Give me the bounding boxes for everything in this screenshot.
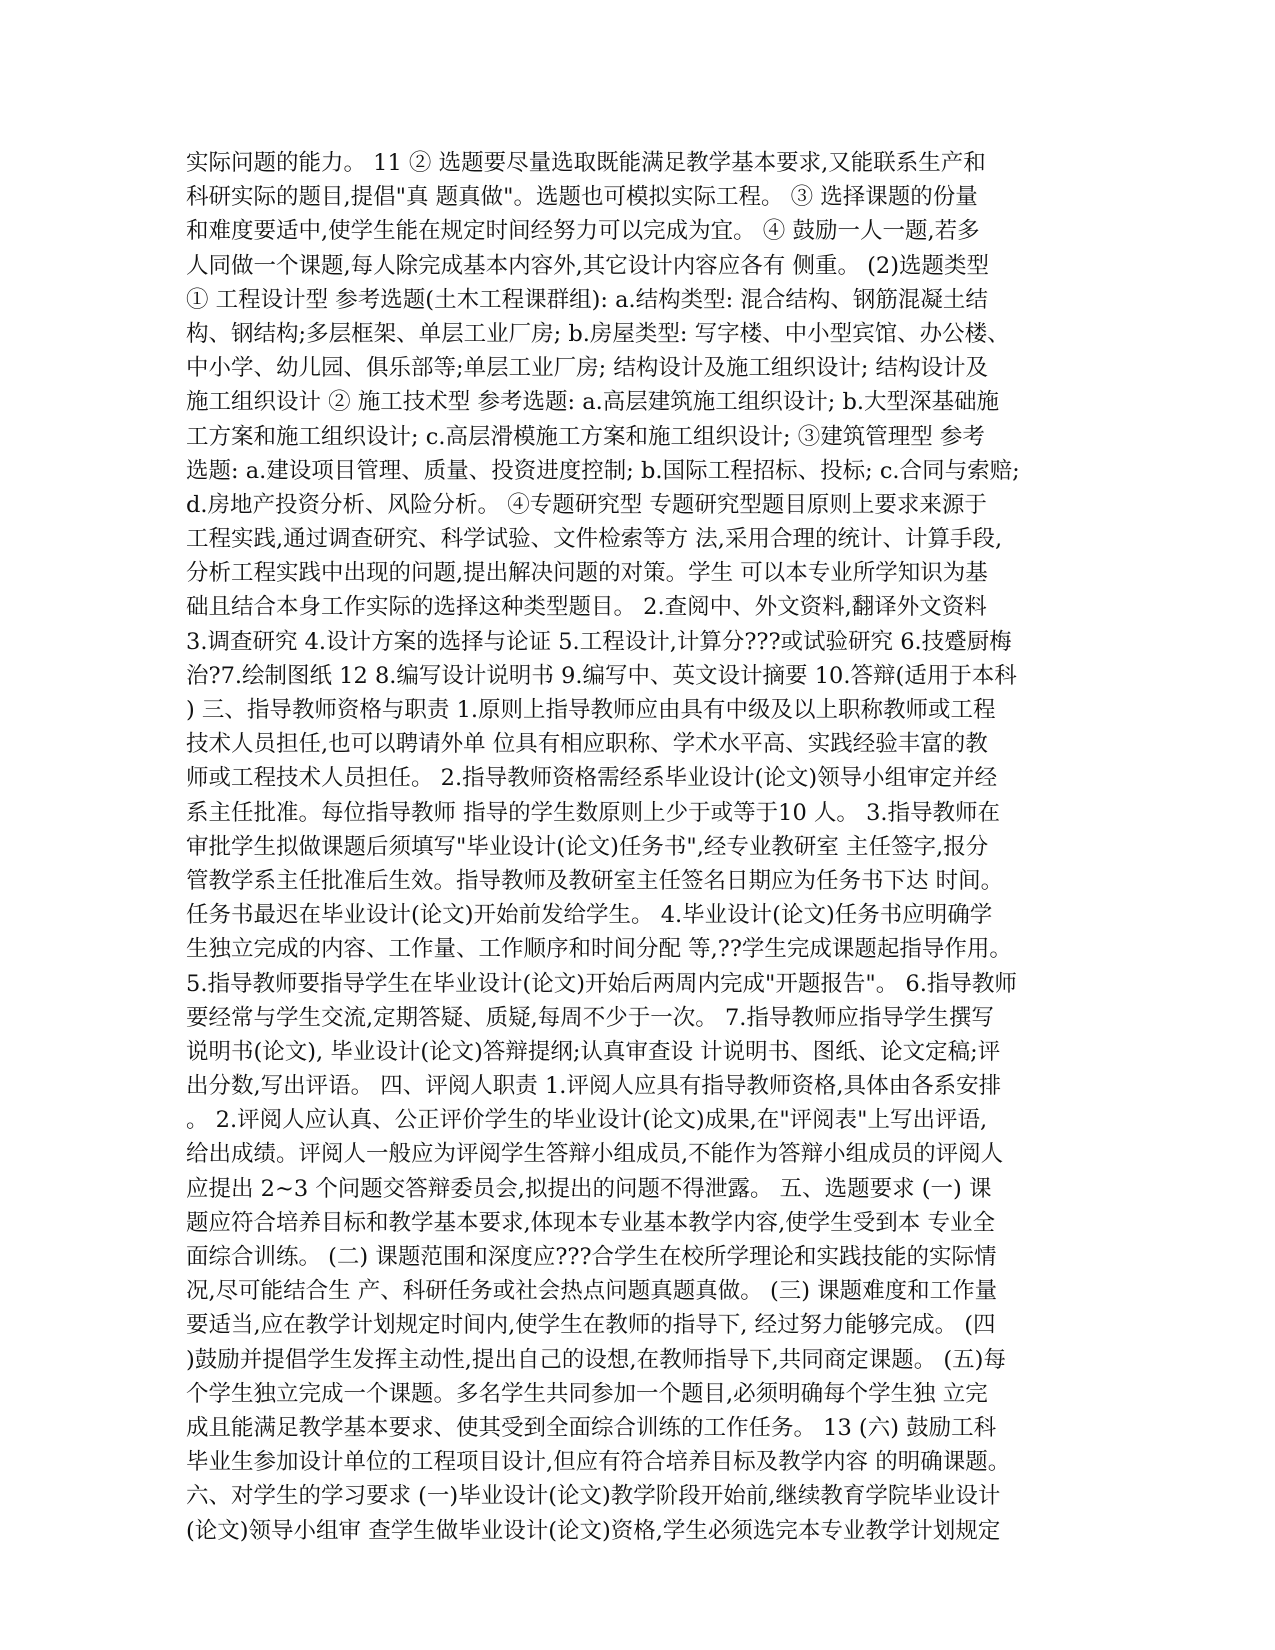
text-line: 构、钢结构;多层框架、单层工业厂房; b.房屋类型: 写字楼、中小型宾馆、办公楼、 (186, 320, 1010, 347)
text-line: 师或工程技术人员担任。 2.指导教师资格需经系毕业设计(论文)领导小组审定并经 (186, 765, 998, 792)
body-text (186, 146, 1086, 1548)
text-line: 题应符合培养目标和教学基本要求,体现本专业基本教学内容,使学生受到本 专业全 (186, 1209, 995, 1236)
text-line: 要适当,应在教学计划规定时间内,使学生在教师的指导下, 经过努力能够完成。 (四 (186, 1312, 996, 1339)
text-line: 选题: a.建设项目管理、质量、投资进度控制; b.国际工程招标、投标; c.合同与索赔; (186, 457, 1020, 484)
text-line: 3.调查研究 4.设计方案的选择与论证 5.工程设计,计算分???或试验研究 6.技蹙厨梅 (186, 628, 1012, 655)
text-line: 分析工程实践中出现的问题,提出解决问题的对策。学生 可以本专业所学知识为基 (186, 560, 988, 587)
text-line: ) 三、指导教师资格与职责 1.原则上指导教师应由具有中级及以上职称教师或工程 (186, 697, 996, 723)
text-line: 出分数,写出评语。 四、评阅人职责 1.评阅人应具有指导教师资格,具体由各系安排 (186, 1073, 1002, 1100)
text-line: 技术人员担任,也可以聘请外单 位具有相应职称、学术水平高、实践经验丰富的教 (186, 731, 988, 758)
text-line: 管教学系主任批准后生效。指导教师及教研室主任签名日期应为任务书下达 时间。 (186, 867, 1004, 894)
text-line: 应提出 2~3 个问题交答辩委员会,拟提出的问题不得泄露。 五、选题要求 (一) 课 (186, 1175, 992, 1202)
text-line: 生独立完成的内容、工作量、工作顺序和时间分配 等,??学生完成课题起指导作用。 (186, 936, 1012, 963)
text-line: 说明书(论文), 毕业设计(论文)答辩提纲;认真审查设 计说明书、图纸、论文定稿;评 (186, 1038, 1001, 1065)
text-line: 中小学、幼儿园、俱乐部等;单层工业厂房; 结构设计及施工组织设计; 结构设计及 (186, 355, 989, 382)
text-line: (论文)领导小组审 查学生做毕业设计(论文)资格,学生必须选完本专业教学计划规定 (186, 1517, 1001, 1544)
text-line: 5.指导教师要指导学生在毕业设计(论文)开始后两周内完成"开题报告"。 6.指导教师 (186, 970, 1017, 997)
text-line: 工程实践,通过调查研究、科学试验、文件检索等方 法,采用合理的统计、计算手段, (186, 526, 1003, 553)
text-line: 治?7.绘制图纸 12 8.编写设计说明书 9.编写中、英文设计摘要 10.答辩(适用于本科 (186, 662, 1017, 689)
text-line: )鼓励并提倡学生发挥主动性,提出自己的设想,在教师指导下,共同商定课题。 (五)每 (186, 1346, 1006, 1373)
text-line: 施工组织设计 ② 施工技术型 参考选题: a.高层建筑施工组织设计; b.大型深基础施 (186, 389, 1000, 416)
text-line: 况,尽可能结合生 产、科研任务或社会热点问题真题真做。 (三) 课题难度和工作量 (186, 1278, 998, 1305)
text-line: d.房地产投资分析、风险分析。 ④专题研究型 专题研究型题目原则上要求来源于 (186, 491, 987, 518)
text-line: 础且结合本身工作实际的选择这种类型题目。 2.查阅中、外文资料,翻译外文资料 (186, 594, 987, 621)
text-line: ① 工程设计型 参考选题(土木工程课群组): a.结构类型: 混合结构、钢筋混凝土结 (186, 286, 988, 313)
text-line: 实际问题的能力。 11 ② 选题要尽量选取既能满足教学基本要求,又能联系生产和 (186, 150, 986, 176)
text-line: 要经常与学生交流,定期答疑、质疑,每周不少于一次。 7.指导教师应指导学生撰写 (186, 1004, 994, 1031)
text-line: 面综合训练。 (二) 课题范围和深度应???合学生在校所学理论和实践技能的实际情 (186, 1244, 997, 1270)
text-line: 审批学生拟做课题后须填写"毕业设计(论文)任务书",经专业教研室 主任签字,报分 (186, 833, 989, 860)
text-line: 系主任批准。每位指导教师 指导的学生数原则上少于或等于10 人。 3.指导教师在 (186, 799, 1001, 826)
text-line: 人同做一个课题,每人除完成基本内容外,其它设计内容应各有 侧重。 (2)选题类型 (186, 252, 989, 279)
text-line: 科研实际的题目,提倡"真 题真做"。选题也可模拟实际工程。 ③ 选择课题的份量 (186, 184, 978, 211)
text-line: 毕业生参加设计单位的工程项目设计,但应有符合培养目标及教学内容 的明确课题。 (186, 1449, 1011, 1476)
text-line: 六、对学生的学习要求 (一)毕业设计(论文)教学阶段开始前,继续教育学院毕业设计 (186, 1483, 1001, 1510)
text-line: 成且能满足教学基本要求、使其受到全面综合训练的工作任务。 13 (六) 鼓励工科 (186, 1414, 997, 1441)
text-line: 给出成绩。评阅人一般应为评阅学生答辩小组成员,不能作为答辩小组成员的评阅人 (186, 1141, 1004, 1168)
text-line: 个学生独立完成一个课题。多名学生共同参加一个题目,必须明确每个学生独 立完 (186, 1380, 988, 1407)
text-line: 任务书最迟在毕业设计(论文)开始前发给学生。 4.毕业设计(论文)任务书应明确学 (186, 902, 993, 929)
text-line: 工方案和施工组织设计; c.高层滑模施工方案和施工组织设计; ③建筑管理型 参考 (186, 423, 985, 450)
text-line: 。 2.评阅人应认真、公正评价学生的毕业设计(论文)成果,在"评阅表"上写出评语, (186, 1107, 988, 1134)
text-line: 和难度要适中,使学生能在规定时间经努力可以完成为宜。 ④ 鼓励一人一题,若多 (186, 218, 980, 245)
